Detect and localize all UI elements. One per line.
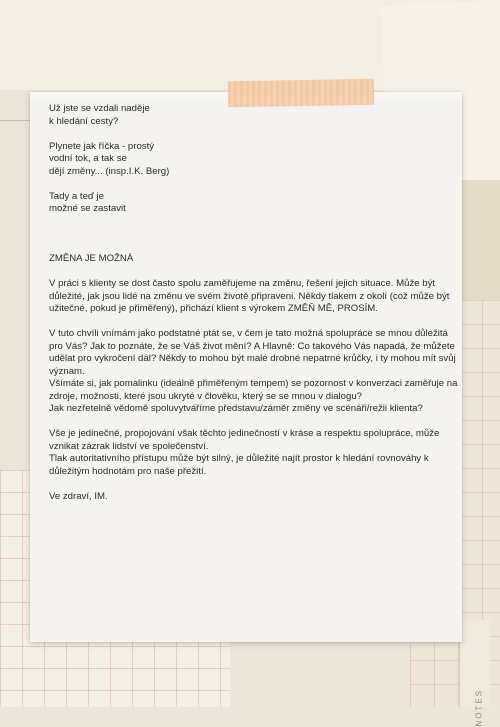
text-line: Už jste se vzdali naděje <box>49 103 150 114</box>
text-line: význam. <box>49 365 85 377</box>
paragraph-3 <box>49 428 474 478</box>
text-line: V práci s klienty se dost často spolu zaměřujeme na změnu, řešení jejich situace. Může být <box>49 278 436 289</box>
poem-stanza-2 <box>49 141 474 179</box>
notes-label: NOTES <box>475 689 484 727</box>
text-line: důležité, jak jsou lidé na změnu ve svém životě připraveni. Někdy tlakem z okolí (což může být <box>49 290 450 302</box>
text-line: Všímáte si, jak pomalinku (ideálně přiměřeným tempem) se pozornost v konverzaci zaměřuje na <box>49 378 458 389</box>
text-line: udělat pro vykročení dál? Někdy to mohou být malé drobné nepatrné krůčky, i ty mohou mít svůj <box>49 353 456 364</box>
text-line: Jak nezřetelně vědomě spoluvytváříme představu/záměr změny ve scénáři/režii klienta? <box>49 403 423 414</box>
poem-stanza-1 <box>49 103 474 128</box>
text-line: užitečné, pokud je přiměřený), přichází klient s výrokem ZMĚŇ MĚ, PROSÍM. <box>49 303 378 314</box>
text-line: zdroje, možnosti, které jsou ukryté v člověku, který se se mnou v dialogu? <box>49 390 363 402</box>
text-line: Vše je jedinečné, propojování však těchto jedinečností v kráse a respektu spolupráce, může <box>49 428 440 439</box>
text-line: k hledání cesty? <box>49 115 119 127</box>
signature: Ve zdraví, IM. <box>49 490 108 502</box>
text-line: vznikat zázrak lidství ve společenství. <box>49 440 209 452</box>
text-line: V tuto chvíli vnímám jako podstatné ptát se, v čem je tato možná spolupráce se mnou důležitá <box>49 328 448 339</box>
text-line: možné se zastavit <box>49 203 126 214</box>
text-line: Plynete jak říčka - prostý <box>49 140 155 152</box>
section-heading: ZMĚNA JE MOŽNÁ <box>49 253 134 264</box>
poem-stanza-3 <box>49 191 474 216</box>
text-line: Tady a teď je <box>49 190 104 202</box>
letter-content <box>49 103 474 503</box>
text-line: důležitým hodnotám pro naše přežití. <box>49 465 207 477</box>
paragraph-2 <box>49 328 474 416</box>
text-line: Tlak autoritativního přístupu může být silný, je důležité najít prostor k hledání rovnováhy k <box>49 453 429 464</box>
text-line: dějí změny... (insp.I.K. Berg) <box>49 165 170 177</box>
text-line: pro Vás? Jak to poznáte, že se Váš život mění? A Hlavně: Co takového Vás napadá, že můžete <box>49 340 455 352</box>
paragraph-1 <box>49 278 474 316</box>
text-line: vodní tok, a tak se <box>49 153 127 164</box>
